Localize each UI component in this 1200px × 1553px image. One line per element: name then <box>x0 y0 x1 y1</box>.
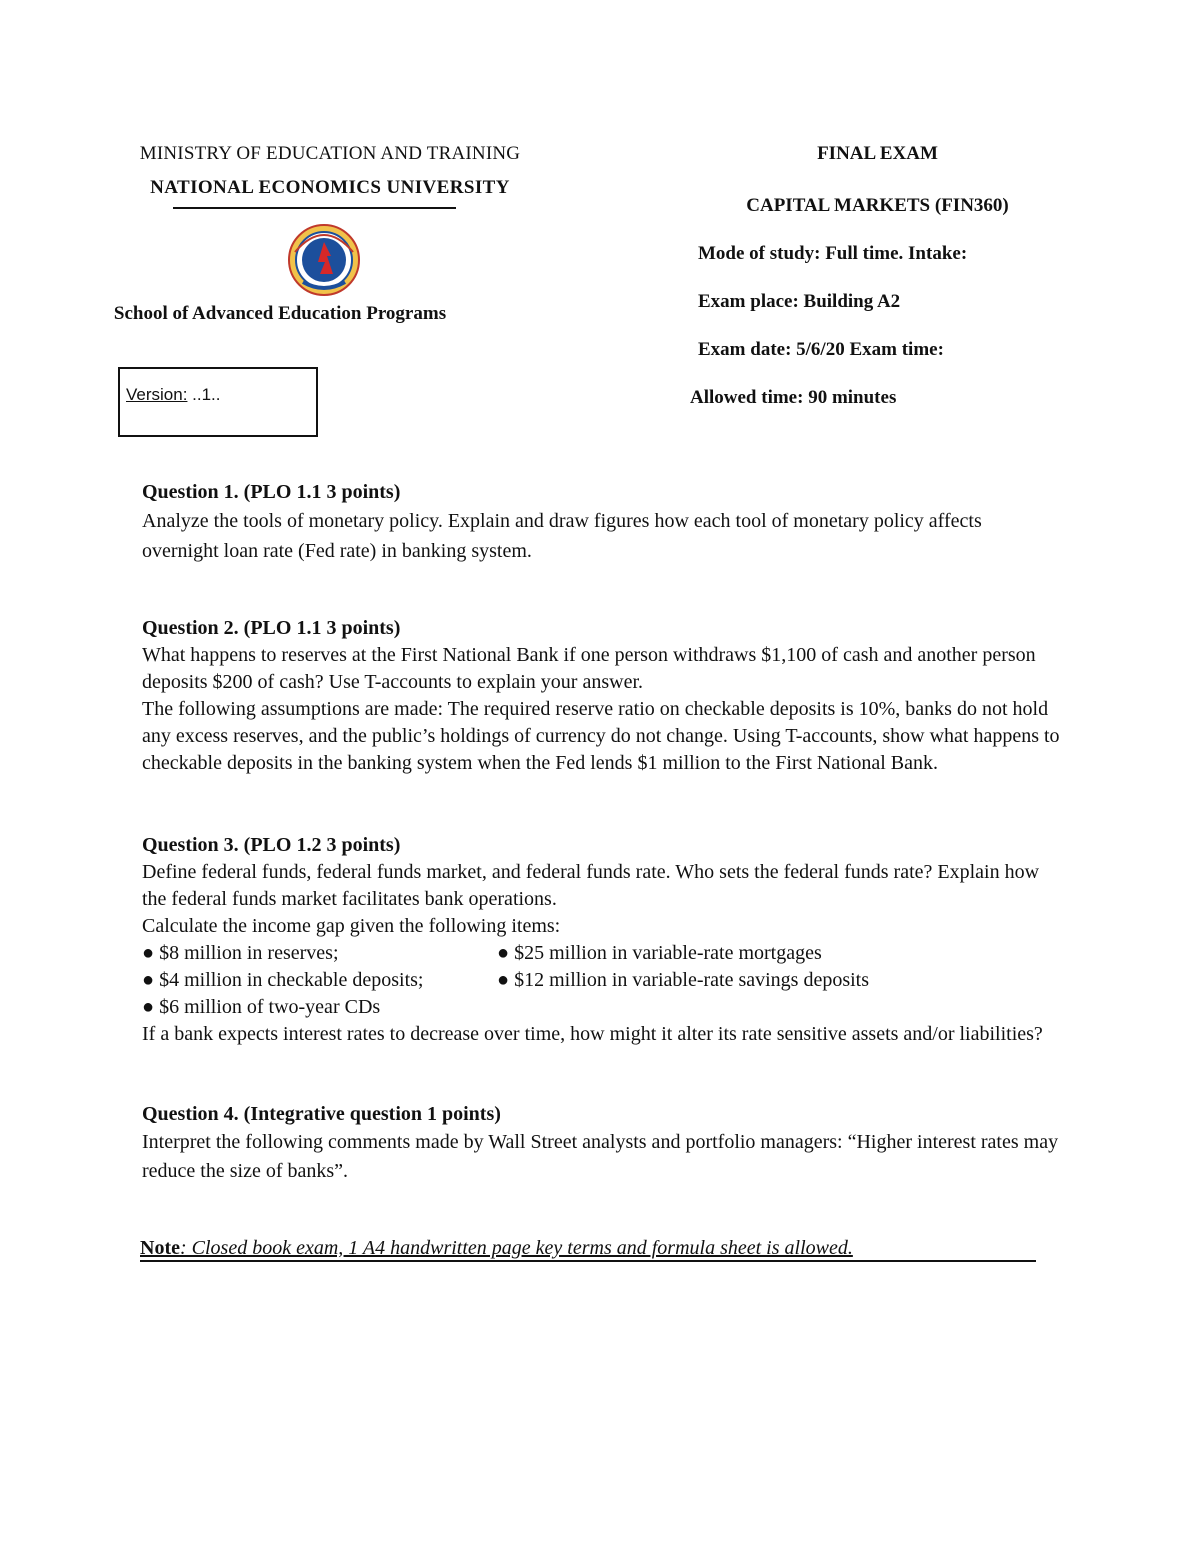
version-box <box>118 367 318 437</box>
exam-place: Exam place: Building A2 <box>698 291 901 312</box>
question-3-intro: Define federal funds, federal funds market, and federal funds rate. Who sets the federal funds rate? Explain how the federal funds market facilitates bank operations. <box>142 861 1040 910</box>
bullet-item: ● $8 million in reserves; <box>142 942 339 964</box>
university-underline <box>173 207 456 209</box>
ministry-name: MINISTRY OF EDUCATION AND TRAINING <box>139 143 521 164</box>
bullet-row <box>142 967 1062 994</box>
question-1 <box>142 479 1062 566</box>
allowed-time: Allowed time: 90 minutes <box>690 387 897 408</box>
version-label: Version: <box>126 385 188 404</box>
question-3-title: Question 3. (PLO 1.2 3 points) <box>142 834 401 856</box>
bullet-item: ● $12 million in variable-rate savings deposits <box>497 969 870 991</box>
question-3 <box>142 832 1062 1048</box>
bullet-item: ● $4 million in checkable deposits; <box>142 969 424 991</box>
question-2 <box>142 615 1062 777</box>
university-logo-icon <box>287 222 361 298</box>
bullet-item: ● $6 million of two-year CDs <box>142 996 381 1018</box>
question-3-calc: Calculate the income gap given the following items: <box>142 915 561 937</box>
exam-note <box>140 1236 1036 1262</box>
bullet-row <box>142 994 1062 1021</box>
question-4 <box>142 1101 1062 1186</box>
question-1-text: Analyze the tools of monetary policy. Explain and draw figures how each tool of monetary policy affects overnight loan rate (Fed rate) in banking system. <box>142 510 982 562</box>
school-name: School of Advanced Education Programs <box>113 303 447 324</box>
bullet-row <box>142 940 1062 967</box>
exam-title: FINAL EXAM <box>817 143 938 164</box>
note-text: : Closed book exam, 1 A4 handwritten page key terms and formula sheet is allowed. <box>179 1237 853 1259</box>
note-label: Note <box>140 1237 180 1259</box>
course-title: CAPITAL MARKETS (FIN360) <box>746 195 1009 216</box>
question-2-title: Question 2. (PLO 1.1 3 points) <box>142 617 401 639</box>
question-4-text: Interpret the following comments made by Wall Street analysts and portfolio managers: “Higher interest rates may reduce the size of banks”. <box>142 1131 1059 1182</box>
mode-of-study: Mode of study: Full time. Intake: <box>698 243 968 264</box>
bullet-item: ● $25 million in variable-rate mortgages <box>497 942 822 964</box>
version-value: ..1.. <box>187 385 221 404</box>
university-name: NATIONAL ECONOMICS UNIVERSITY <box>150 177 510 198</box>
exam-date: Exam date: 5/6/20 Exam time: <box>698 339 944 360</box>
question-1-title: Question 1. (PLO 1.1 3 points) <box>142 481 401 503</box>
question-3-outro: If a bank expects interest rates to decrease over time, how might it alter its rate sensitive assets and/or liabilities? <box>142 1023 1043 1045</box>
version-line <box>126 385 221 405</box>
question-4-title: Question 4. (Integrative question 1 points) <box>142 1103 501 1125</box>
question-2-text-1: What happens to reserves at the First National Bank if one person withdraws $1,100 of cash and another person deposits $200 of cash? Use T-accounts to explain your answer. <box>142 644 1036 693</box>
question-2-text-2: The following assumptions are made: The required reserve ratio on checkable deposits is 10%, banks do not hold any excess reserves, and the public’s holdings of currency do not change. Using T-accounts, show what happens to checkable deposits in the banking system when the Fed lends $1 million to the First National Bank. <box>142 698 1060 774</box>
